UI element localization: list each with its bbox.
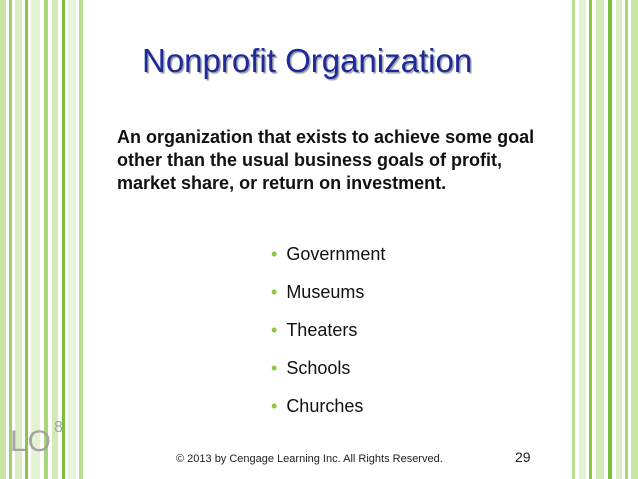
bullet-icon: •	[271, 358, 278, 378]
list-item-label: Government	[286, 244, 386, 264]
list-item	[271, 243, 385, 281]
definition-text: An organization that exists to achieve some goal other than the usual business goals of profit, market share, or return on investment.	[117, 127, 535, 193]
bullet-list	[271, 243, 385, 433]
list-item-label: Schools	[286, 358, 351, 378]
list-item-label: Theaters	[286, 320, 358, 340]
bullet-icon: •	[271, 282, 278, 302]
logo-number: 8	[54, 419, 64, 436]
list-item	[271, 319, 385, 357]
bullet-icon: •	[271, 396, 278, 416]
list-item-label: Churches	[286, 396, 364, 416]
list-item	[271, 357, 385, 395]
page-number: 29	[515, 449, 531, 465]
list-item	[271, 395, 385, 433]
left-decorative-stripes	[0, 0, 88, 479]
learning-objective-logo	[10, 419, 64, 459]
copyright-footer: © 2013 by Cengage Learning Inc. All Rights Reserved.	[176, 453, 443, 465]
logo-text: LO	[10, 425, 53, 458]
list-item	[271, 281, 385, 319]
bullet-icon: •	[271, 320, 278, 340]
slide-title: Nonprofit Organization	[142, 42, 473, 79]
right-decorative-stripes	[568, 0, 638, 479]
bullet-icon: •	[271, 244, 278, 264]
list-item-label: Museums	[286, 282, 365, 302]
